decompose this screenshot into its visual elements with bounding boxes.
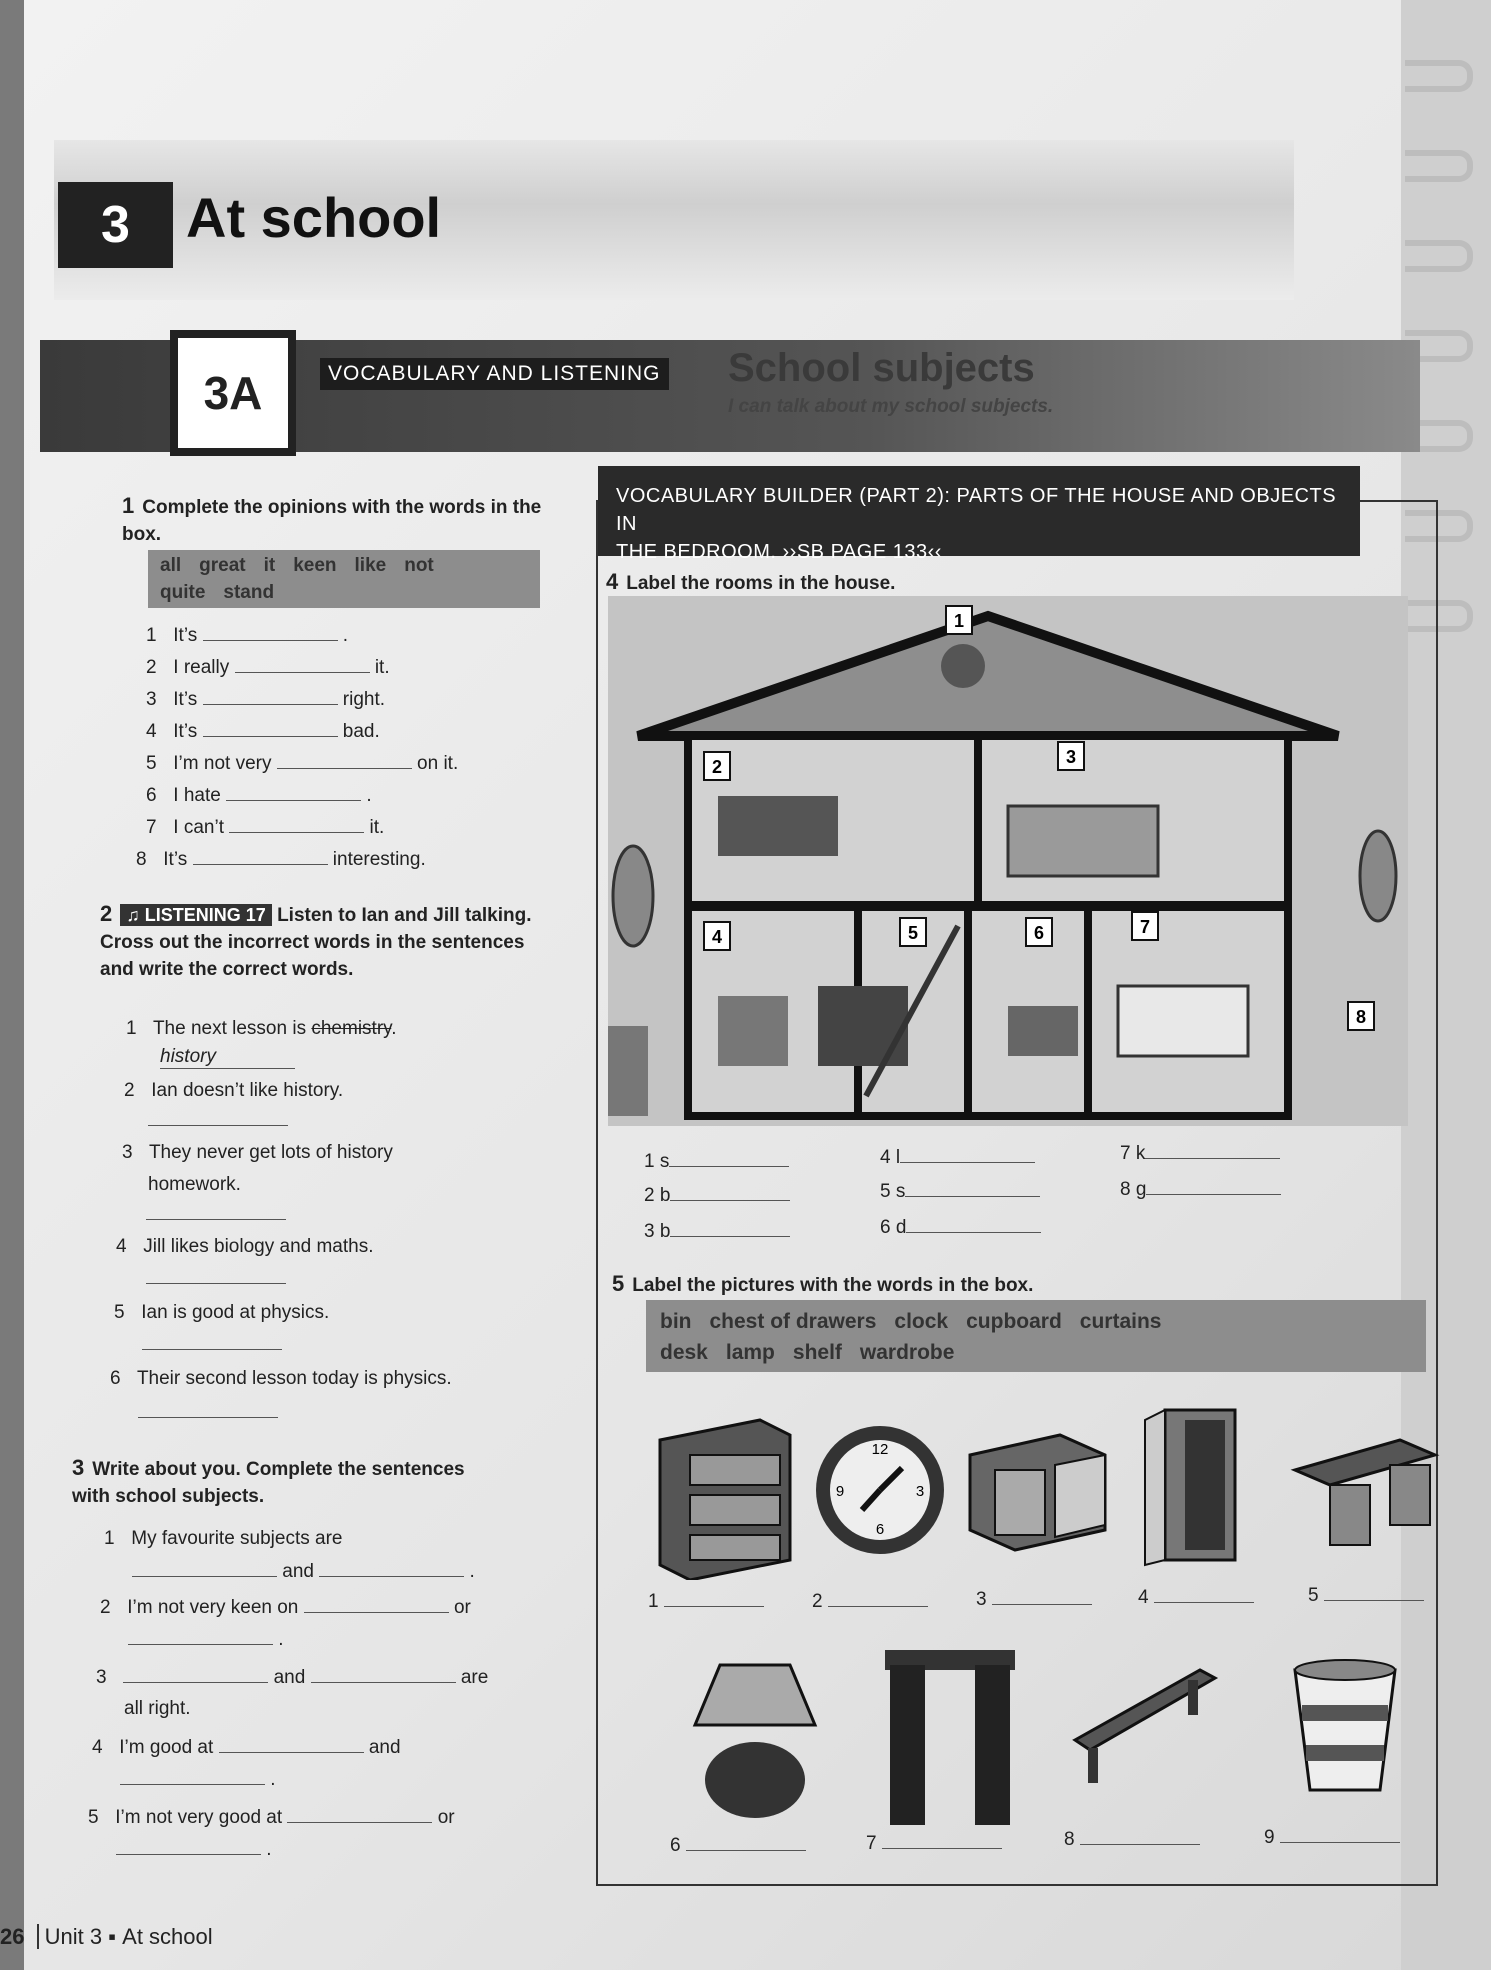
picture-number: 3 xyxy=(976,1589,987,1610)
label-letter: s xyxy=(659,1151,670,1172)
room-label xyxy=(880,1178,1040,1203)
item-text: bad. xyxy=(342,721,380,742)
item-number: 5 xyxy=(88,1807,99,1828)
exercise-item xyxy=(96,1664,488,1691)
label-letter: b xyxy=(659,1221,671,1242)
unit-number: 3 xyxy=(58,182,173,268)
item-text: I can’t xyxy=(173,817,224,838)
item-text: Ian doesn’t like history. xyxy=(151,1080,344,1101)
answer-blank[interactable] xyxy=(203,622,338,641)
picture-label xyxy=(1138,1584,1254,1609)
label-number: 1 xyxy=(644,1151,655,1172)
exercise-number: 5 xyxy=(612,1271,625,1296)
listening-tag: ♫ LISTENING 17 xyxy=(120,904,272,926)
label-number: 6 xyxy=(880,1217,891,1238)
item-number: 1 xyxy=(126,1018,137,1039)
exercise-item xyxy=(126,1016,397,1042)
label-letter: b xyxy=(659,1185,671,1206)
word: curtains xyxy=(1079,1310,1162,1333)
exercise-item-continued xyxy=(128,1626,284,1653)
answer-blank[interactable] xyxy=(1145,1140,1280,1159)
answer-blank[interactable] xyxy=(226,782,361,801)
item-text: I hate xyxy=(173,785,221,806)
word-box xyxy=(646,1300,1426,1372)
exercise-4-heading xyxy=(606,568,895,597)
item-number: 8 xyxy=(136,849,147,870)
exercise-instruction: Listen to Ian and Jill talking. Cross out the incorrect words in the sentences and write the correct words. xyxy=(100,905,532,980)
room-number: 1 xyxy=(953,611,965,631)
item-text: it. xyxy=(369,817,385,838)
exercise-item-continued xyxy=(120,1766,276,1793)
label-letter: g xyxy=(1135,1179,1147,1200)
word: great xyxy=(199,555,246,576)
item-number: 6 xyxy=(110,1368,121,1389)
item-number: 5 xyxy=(146,753,157,774)
item-text: and xyxy=(282,1561,314,1582)
room-label xyxy=(880,1214,1041,1239)
answer-blank[interactable] xyxy=(193,846,328,865)
binding-ring xyxy=(1405,150,1473,182)
room-number: 4 xyxy=(711,927,723,947)
exercise-number: 4 xyxy=(606,569,619,594)
exercise-item xyxy=(100,1594,471,1621)
answer-blank[interactable] xyxy=(229,814,364,833)
item-number: 1 xyxy=(146,625,157,646)
item-text: are xyxy=(460,1667,489,1688)
exercise-item-continued: all right. xyxy=(124,1698,191,1719)
exercise-item xyxy=(110,1366,452,1392)
label-letter: k xyxy=(1135,1143,1146,1164)
word: wardrobe xyxy=(859,1341,955,1364)
exercise-instruction: Label the rooms in the house. xyxy=(626,573,896,594)
vocab-builder-heading-line: VOCABULARY BUILDER (PART 2): PARTS OF THE HOUSE AND OBJECTS IN xyxy=(616,485,1337,535)
room-number: 8 xyxy=(1355,1007,1367,1027)
lesson-can-do: I can talk about my school subjects. xyxy=(728,396,1054,417)
exercise-1-heading xyxy=(122,492,542,548)
shelf-picture xyxy=(1070,1660,1220,1790)
word: clock xyxy=(894,1310,949,1333)
answer-blank[interactable] xyxy=(1080,1826,1200,1845)
picture-label xyxy=(866,1830,1002,1855)
item-number: 6 xyxy=(146,785,157,806)
item-text: I’m not very good at xyxy=(115,1807,283,1828)
item-text: . xyxy=(278,1629,284,1650)
exercise-item xyxy=(114,1300,329,1326)
item-text: It’s xyxy=(173,625,198,646)
answer-line[interactable] xyxy=(138,1416,278,1418)
exercise-number: 2 xyxy=(100,901,113,926)
item-text: right. xyxy=(342,689,386,710)
binding-ring xyxy=(1405,60,1473,92)
picture-label xyxy=(1264,1824,1400,1849)
exercise-item xyxy=(136,846,426,873)
answer-blank[interactable] xyxy=(882,1830,1002,1849)
item-number: 7 xyxy=(146,817,157,838)
item-text: . xyxy=(266,1839,272,1860)
word: bin xyxy=(660,1310,692,1333)
item-text: or xyxy=(437,1807,455,1828)
item-text: it. xyxy=(374,657,390,678)
item-text: I really xyxy=(173,657,230,678)
picture-number: 1 xyxy=(648,1591,659,1612)
item-text: I’m not very keen on xyxy=(127,1597,299,1618)
picture-number: 5 xyxy=(1308,1585,1319,1606)
item-number: 1 xyxy=(104,1528,115,1549)
item-text: Ian is good at physics. xyxy=(141,1302,330,1323)
label-number: 8 xyxy=(1120,1179,1131,1200)
room-number: 2 xyxy=(711,757,723,777)
picture-number: 4 xyxy=(1138,1587,1149,1608)
room-label xyxy=(1120,1140,1280,1165)
picture-label xyxy=(1308,1582,1424,1607)
exercise-item-continued xyxy=(116,1836,272,1863)
desk-picture xyxy=(1290,1430,1440,1550)
exercise-item xyxy=(146,686,385,713)
word: not xyxy=(404,555,434,576)
label-number: 3 xyxy=(644,1221,655,1242)
chest-of-drawers-picture xyxy=(650,1410,800,1580)
answer-line[interactable] xyxy=(146,1218,286,1220)
item-number: 4 xyxy=(92,1737,103,1758)
curtains-picture xyxy=(880,1640,1020,1830)
clock-numeral: 12 xyxy=(871,1441,889,1458)
word: chest of drawers xyxy=(709,1310,877,1333)
answer-blank[interactable] xyxy=(900,1144,1035,1163)
wardrobe-picture xyxy=(1140,1400,1250,1570)
lesson-title: School subjects xyxy=(728,346,1035,390)
handwritten-answer[interactable]: history xyxy=(160,1046,295,1069)
exercise-5-heading xyxy=(612,1270,1033,1299)
item-text: Their second lesson today is physics. xyxy=(136,1368,452,1389)
word: desk xyxy=(660,1341,708,1364)
answer-blank[interactable] xyxy=(669,1148,789,1167)
page-footer xyxy=(0,1924,213,1950)
answer-blank[interactable] xyxy=(1154,1584,1254,1603)
picture-number: 6 xyxy=(670,1835,681,1856)
exercise-item xyxy=(104,1526,342,1552)
page-number: 26 xyxy=(0,1924,25,1949)
answer-line[interactable] xyxy=(148,1124,288,1126)
lesson-code: 3A xyxy=(170,330,296,456)
exercise-item xyxy=(92,1734,401,1761)
exercise-3-heading xyxy=(72,1454,492,1510)
label-number: 7 xyxy=(1120,1143,1131,1164)
room-number: 7 xyxy=(1139,917,1151,937)
answer-blank[interactable] xyxy=(128,1626,273,1645)
label-number: 4 xyxy=(880,1147,891,1168)
answer-blank[interactable] xyxy=(277,750,412,769)
item-text: My favourite subjects are xyxy=(131,1528,343,1549)
item-text: I’m not very xyxy=(173,753,272,774)
picture-label xyxy=(648,1588,764,1613)
exercise-item xyxy=(146,718,380,745)
answer-blank[interactable] xyxy=(311,1664,456,1683)
item-text: . xyxy=(366,785,372,806)
item-text: and xyxy=(273,1667,306,1688)
item-text: It’s xyxy=(173,689,198,710)
answer-line[interactable] xyxy=(146,1282,286,1284)
answer-line[interactable] xyxy=(142,1348,282,1350)
exercise-instruction: Complete the opinions with the words in the box. xyxy=(122,497,542,545)
room-label xyxy=(644,1148,789,1173)
clock-numeral: 3 xyxy=(915,1483,925,1500)
word: all xyxy=(160,555,182,576)
item-text: . xyxy=(469,1561,475,1582)
clock-numeral: 9 xyxy=(835,1483,845,1500)
binding-ring xyxy=(1405,240,1473,272)
exercise-item-continued xyxy=(132,1558,475,1585)
picture-number: 8 xyxy=(1064,1829,1075,1850)
vocab-builder-heading xyxy=(598,466,1360,563)
word: like xyxy=(354,555,387,576)
answer-blank[interactable] xyxy=(219,1734,364,1753)
word-box xyxy=(148,550,540,608)
exercise-instruction: Label the pictures with the words in the box. xyxy=(632,1275,1034,1296)
item-number: 2 xyxy=(146,657,157,678)
answer-blank[interactable] xyxy=(203,686,338,705)
word: stand xyxy=(223,582,275,603)
answer-blank[interactable] xyxy=(828,1588,928,1607)
item-number: 2 xyxy=(100,1597,111,1618)
item-number: 4 xyxy=(116,1236,127,1257)
unit-title: At school xyxy=(186,186,442,249)
footer-unit: Unit 3 xyxy=(44,1924,103,1949)
vocab-builder-heading-line: THE BEDROOM. ››SB PAGE 133‹‹ xyxy=(616,541,942,563)
bin-picture xyxy=(1280,1650,1410,1810)
item-number: 3 xyxy=(122,1142,133,1163)
item-text: or xyxy=(453,1597,471,1618)
exercise-number: 1 xyxy=(122,493,135,518)
exercise-item xyxy=(146,814,384,841)
word: shelf xyxy=(792,1341,842,1364)
label-letter: l xyxy=(895,1147,901,1168)
answer-blank[interactable] xyxy=(116,1836,261,1855)
clock-numeral: 6 xyxy=(875,1521,885,1538)
item-text: It’s xyxy=(163,849,188,870)
exercise-item xyxy=(146,654,390,681)
word: lamp xyxy=(725,1341,775,1364)
answer-blank[interactable] xyxy=(319,1558,464,1577)
exercise-item-continued: homework. xyxy=(148,1174,241,1195)
word: quite xyxy=(160,582,206,603)
item-text: Jill likes biology and maths. xyxy=(143,1236,374,1257)
exercise-2-heading xyxy=(100,900,550,983)
item-text: The next lesson is xyxy=(152,1018,307,1039)
picture-label xyxy=(812,1588,928,1613)
item-number: 4 xyxy=(146,721,157,742)
picture-number: 7 xyxy=(866,1833,877,1854)
picture-number: 9 xyxy=(1264,1827,1275,1848)
answer-blank[interactable] xyxy=(132,1558,277,1577)
item-text: They never get lots of history xyxy=(148,1142,393,1163)
exercise-item xyxy=(88,1804,455,1831)
item-number: 3 xyxy=(96,1667,107,1688)
room-label xyxy=(644,1182,790,1207)
picture-number: 2 xyxy=(812,1591,823,1612)
answer-blank[interactable] xyxy=(670,1182,790,1201)
room-label xyxy=(1120,1176,1281,1201)
answer-blank[interactable] xyxy=(670,1218,790,1237)
answer-blank[interactable] xyxy=(686,1832,806,1851)
item-text: It’s xyxy=(173,721,198,742)
answer-blank[interactable] xyxy=(304,1594,449,1613)
label-letter: d xyxy=(895,1217,907,1238)
item-text: on it. xyxy=(417,753,459,774)
room-number: 3 xyxy=(1065,747,1077,767)
item-text: I’m good at xyxy=(119,1737,214,1758)
answer-blank[interactable] xyxy=(203,718,338,737)
exercise-item xyxy=(146,782,372,809)
room-number: 6 xyxy=(1033,923,1045,943)
picture-label xyxy=(976,1586,1092,1611)
footer-separator: ▪ xyxy=(108,1924,117,1949)
exercise-item xyxy=(146,750,458,777)
struck-word: chemistry xyxy=(311,1018,392,1039)
lesson-type: VOCABULARY AND LISTENING xyxy=(320,358,669,390)
house-illustration xyxy=(608,596,1408,1126)
footer-title: At school xyxy=(122,1924,213,1949)
room-label xyxy=(644,1218,790,1243)
answer-blank[interactable] xyxy=(1324,1582,1424,1601)
answer-blank[interactable] xyxy=(120,1766,265,1785)
listening-label: LISTENING 17 xyxy=(144,905,266,925)
item-text: interesting. xyxy=(332,849,426,870)
cupboard-picture xyxy=(965,1425,1110,1555)
label-letter: s xyxy=(895,1181,906,1202)
room-label xyxy=(880,1144,1035,1169)
item-text: . xyxy=(270,1769,276,1790)
picture-label xyxy=(1064,1826,1200,1851)
answer-blank[interactable] xyxy=(287,1804,432,1823)
item-text: and xyxy=(368,1737,401,1758)
answer-blank[interactable] xyxy=(1280,1824,1400,1843)
answer-blank[interactable] xyxy=(992,1586,1092,1605)
item-text: . xyxy=(342,625,349,646)
answer-blank[interactable] xyxy=(123,1664,268,1683)
room-number: 5 xyxy=(907,923,919,943)
word: keen xyxy=(293,555,337,576)
answer-blank[interactable] xyxy=(235,654,370,673)
word: it xyxy=(263,555,276,576)
exercise-item xyxy=(116,1234,374,1260)
word: cupboard xyxy=(966,1310,1062,1333)
label-number: 2 xyxy=(644,1185,655,1206)
item-text: . xyxy=(391,1018,397,1039)
answer-blank[interactable] xyxy=(664,1588,764,1607)
picture-label xyxy=(670,1832,806,1857)
item-number: 3 xyxy=(146,689,157,710)
item-number: 5 xyxy=(114,1302,125,1323)
exercise-item xyxy=(146,622,348,649)
exercise-number: 3 xyxy=(72,1455,85,1480)
exercise-item xyxy=(122,1140,393,1166)
label-number: 5 xyxy=(880,1181,891,1202)
exercise-instruction: Write about you. Complete the sentences with school subjects. xyxy=(72,1459,465,1507)
item-number: 2 xyxy=(124,1080,135,1101)
clock-picture xyxy=(810,1420,950,1560)
lamp-picture xyxy=(680,1650,830,1820)
answer-blank[interactable] xyxy=(905,1178,1040,1197)
answer-blank[interactable] xyxy=(906,1214,1041,1233)
answer-blank[interactable] xyxy=(1146,1176,1281,1195)
exercise-item xyxy=(124,1078,343,1104)
